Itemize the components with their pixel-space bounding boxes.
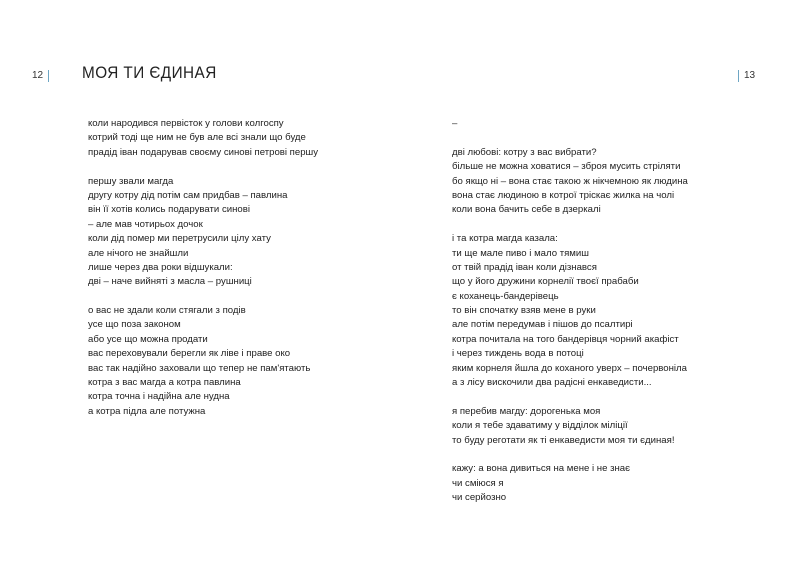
poem-line: котрий тоді ще ним не був але всі знали що буде — [88, 132, 306, 144]
poem-line: вона стає людиною в котрої тріскає жилка на чолі — [452, 189, 675, 201]
poem-line: ти ще мале пиво і мало тямиш — [452, 247, 589, 259]
poem-line: прадід іван подарував своєму синові петрові першу — [88, 146, 319, 158]
poem-line: усе що поза законом — [88, 319, 181, 331]
poem-line: що у його дружини корнелії твоєї прабаби — [452, 276, 639, 288]
poem-line: або усе що можна продати — [88, 333, 208, 345]
stanza — [452, 405, 688, 448]
poem-line: коли народився первісток у голови колгоспу — [88, 118, 284, 129]
poem-line: вас переховували берегли як ліве і праве око — [88, 348, 291, 360]
page-number-right: 13 — [738, 70, 755, 82]
poem-line: вас так надійно заховали що тепер не пам'ятають — [88, 362, 311, 374]
stanza — [88, 117, 318, 160]
right-column — [452, 117, 688, 520]
poem-line: є коханець-бандерівець — [452, 290, 559, 302]
poem-line: котра точна і надійна але нудна — [88, 391, 230, 403]
stanza — [88, 304, 318, 419]
poem-line: котра почитала на того бандерівця чорний акафіст — [452, 333, 679, 345]
poem-line: – але мав чотирьох дочок — [88, 218, 203, 230]
poem-line: – — [452, 118, 458, 129]
stanza — [452, 117, 688, 131]
poem-line: і через тиждень вода в потоці — [452, 348, 584, 360]
poem-line: бо якщо ні – вона стає такою ж нікчемною як людина — [452, 175, 688, 187]
poem-line: а котра підла але потужна — [88, 405, 206, 417]
page-number-left: 12 — [32, 70, 49, 82]
stanza — [452, 146, 688, 218]
poem-line: першу звали магда — [88, 175, 174, 187]
poem-line: дві – наче вийняті з масла – рушниці — [88, 276, 252, 288]
poem-line: і та котра магда казала: — [452, 233, 558, 245]
poem-line: другу котру дід потім сам придбав – павлина — [88, 189, 288, 201]
poem-line: але потім передумав і пішов до псалтирі — [452, 319, 633, 331]
poem-line: кажу: а вона дивиться на мене і не знає — [452, 463, 631, 475]
poem-line: то він спочатку взяв мене в руки — [452, 305, 596, 317]
left-column — [88, 117, 318, 434]
poem-line: коли дід помер ми перетрусили цілу хату — [88, 233, 271, 245]
poem-line: яким корнеля йшла до коханого уверх – почервоніла — [452, 362, 687, 374]
poem-line: він її хотів колись подарувати синові — [88, 204, 250, 216]
poem-line: котра з вас магда а котра павлина — [88, 377, 241, 389]
poem-title: МОЯ ТИ ЄДИНАЯ — [82, 63, 217, 82]
poem-line: більше не можна ховатися – зброя мусить стріляти — [452, 161, 681, 173]
poem-line: чи сміюся я — [452, 477, 504, 489]
poem-line: то буду реготати як ті енкаведисти моя ти єдиная! — [452, 434, 675, 446]
poem-line: а з лісу вискочили два радісні енкаведисти... — [452, 377, 652, 389]
stanza — [452, 462, 688, 505]
poem-line: я перебив магду: дорогенька моя — [452, 405, 601, 417]
poem-line: лише через два роки відшукали: — [88, 261, 233, 273]
poem-line: але нічого не знайшли — [88, 247, 189, 259]
stanza — [452, 232, 688, 390]
poem-line: коли я тебе здаватиму у відділок міліції — [452, 420, 628, 432]
stanza — [88, 175, 318, 290]
poem-line: дві любові: котру з вас вибрати? — [452, 146, 597, 158]
poem-line: чи серйозно — [452, 492, 507, 504]
poem-line: от твій прадід іван коли дізнався — [452, 261, 597, 273]
poem-line: коли вона бачить себе в дзеркалі — [452, 204, 601, 216]
poem-line: о вас не здали коли стягали з подів — [88, 305, 246, 317]
